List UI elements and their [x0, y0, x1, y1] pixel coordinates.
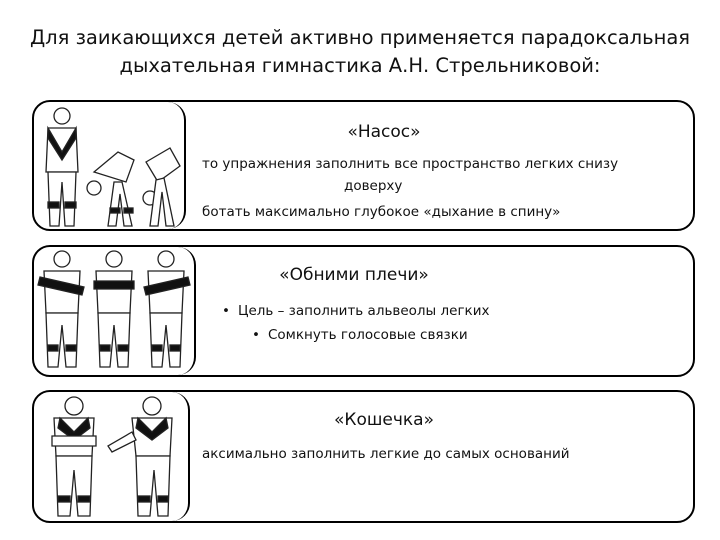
bullet-text: Сомкнуть голосовые связки [267, 327, 468, 343]
exercise-text-line: аксимально заполнить легкие до самых оснований [202, 446, 570, 462]
bullet-text: Цель – заполнить альвеолы легких [237, 303, 490, 319]
bending-figures-image [34, 102, 184, 231]
exercise-text-line: ботать максимально глубокое «дыхание в спину» [202, 204, 561, 220]
exercise-illustration-pump [34, 102, 186, 229]
exercise-card-hug-shoulders [32, 245, 695, 377]
exercise-text-line: то упражнения заполнить все пространство легких снизу [202, 156, 619, 172]
exercise-heading-pump: «Насос» [347, 122, 421, 142]
hugging-figures-image [34, 247, 194, 377]
exercise-illustration-kitten [34, 392, 190, 521]
exercise-card-pump [32, 100, 695, 231]
bullet-icon: • [252, 327, 260, 343]
exercise-illustration-hug-shoulders [34, 247, 196, 375]
exercise-text-line: доверху [344, 178, 403, 194]
title-line-2: дыхательная гимнастика А.Н. Стрельниковой: [119, 54, 601, 77]
title-line-1: Для заикающихся детей активно применяется парадоксальная [29, 26, 691, 49]
squatting-figures-image [34, 392, 188, 523]
bullet-icon: • [222, 303, 230, 319]
bullet-item [252, 327, 468, 343]
exercise-heading-kitten: «Кошечка» [333, 410, 435, 430]
exercise-card-kitten [32, 390, 695, 523]
exercise-heading-hug-shoulders: «Обними плечи» [279, 265, 429, 285]
bullet-item [222, 303, 489, 319]
slide-title [20, 24, 700, 80]
